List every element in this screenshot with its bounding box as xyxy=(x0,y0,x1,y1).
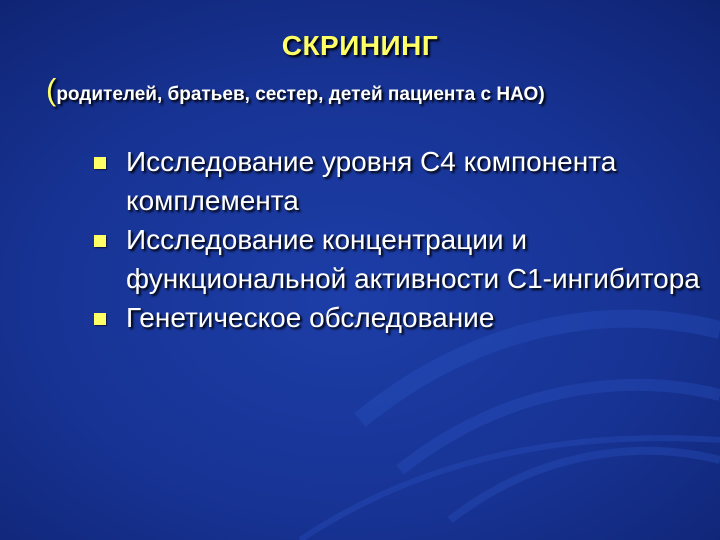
bullet-item xyxy=(92,220,702,298)
bullet-text: Исследование уровня С4 компонента комплемента xyxy=(126,146,617,216)
bullet-text: Генетическое обследование xyxy=(126,302,495,333)
bullet-item xyxy=(92,298,702,337)
subtitle-text: родителей, братьев, сестер, детей пациента с НАО xyxy=(56,84,539,105)
subtitle-open-paren: ( xyxy=(46,72,57,107)
square-bullet-icon xyxy=(94,157,106,169)
subtitle-close-paren: ) xyxy=(538,84,545,105)
bullet-text: Исследование концентрации и функциональной активности С1-ингибитора xyxy=(126,224,700,294)
square-bullet-icon xyxy=(94,235,106,247)
slide-subtitle xyxy=(46,74,545,106)
bullet-item xyxy=(92,142,702,220)
square-bullet-icon xyxy=(94,313,106,325)
bullet-list xyxy=(92,142,702,337)
slide-title: СКРИНИНГ xyxy=(281,30,439,61)
